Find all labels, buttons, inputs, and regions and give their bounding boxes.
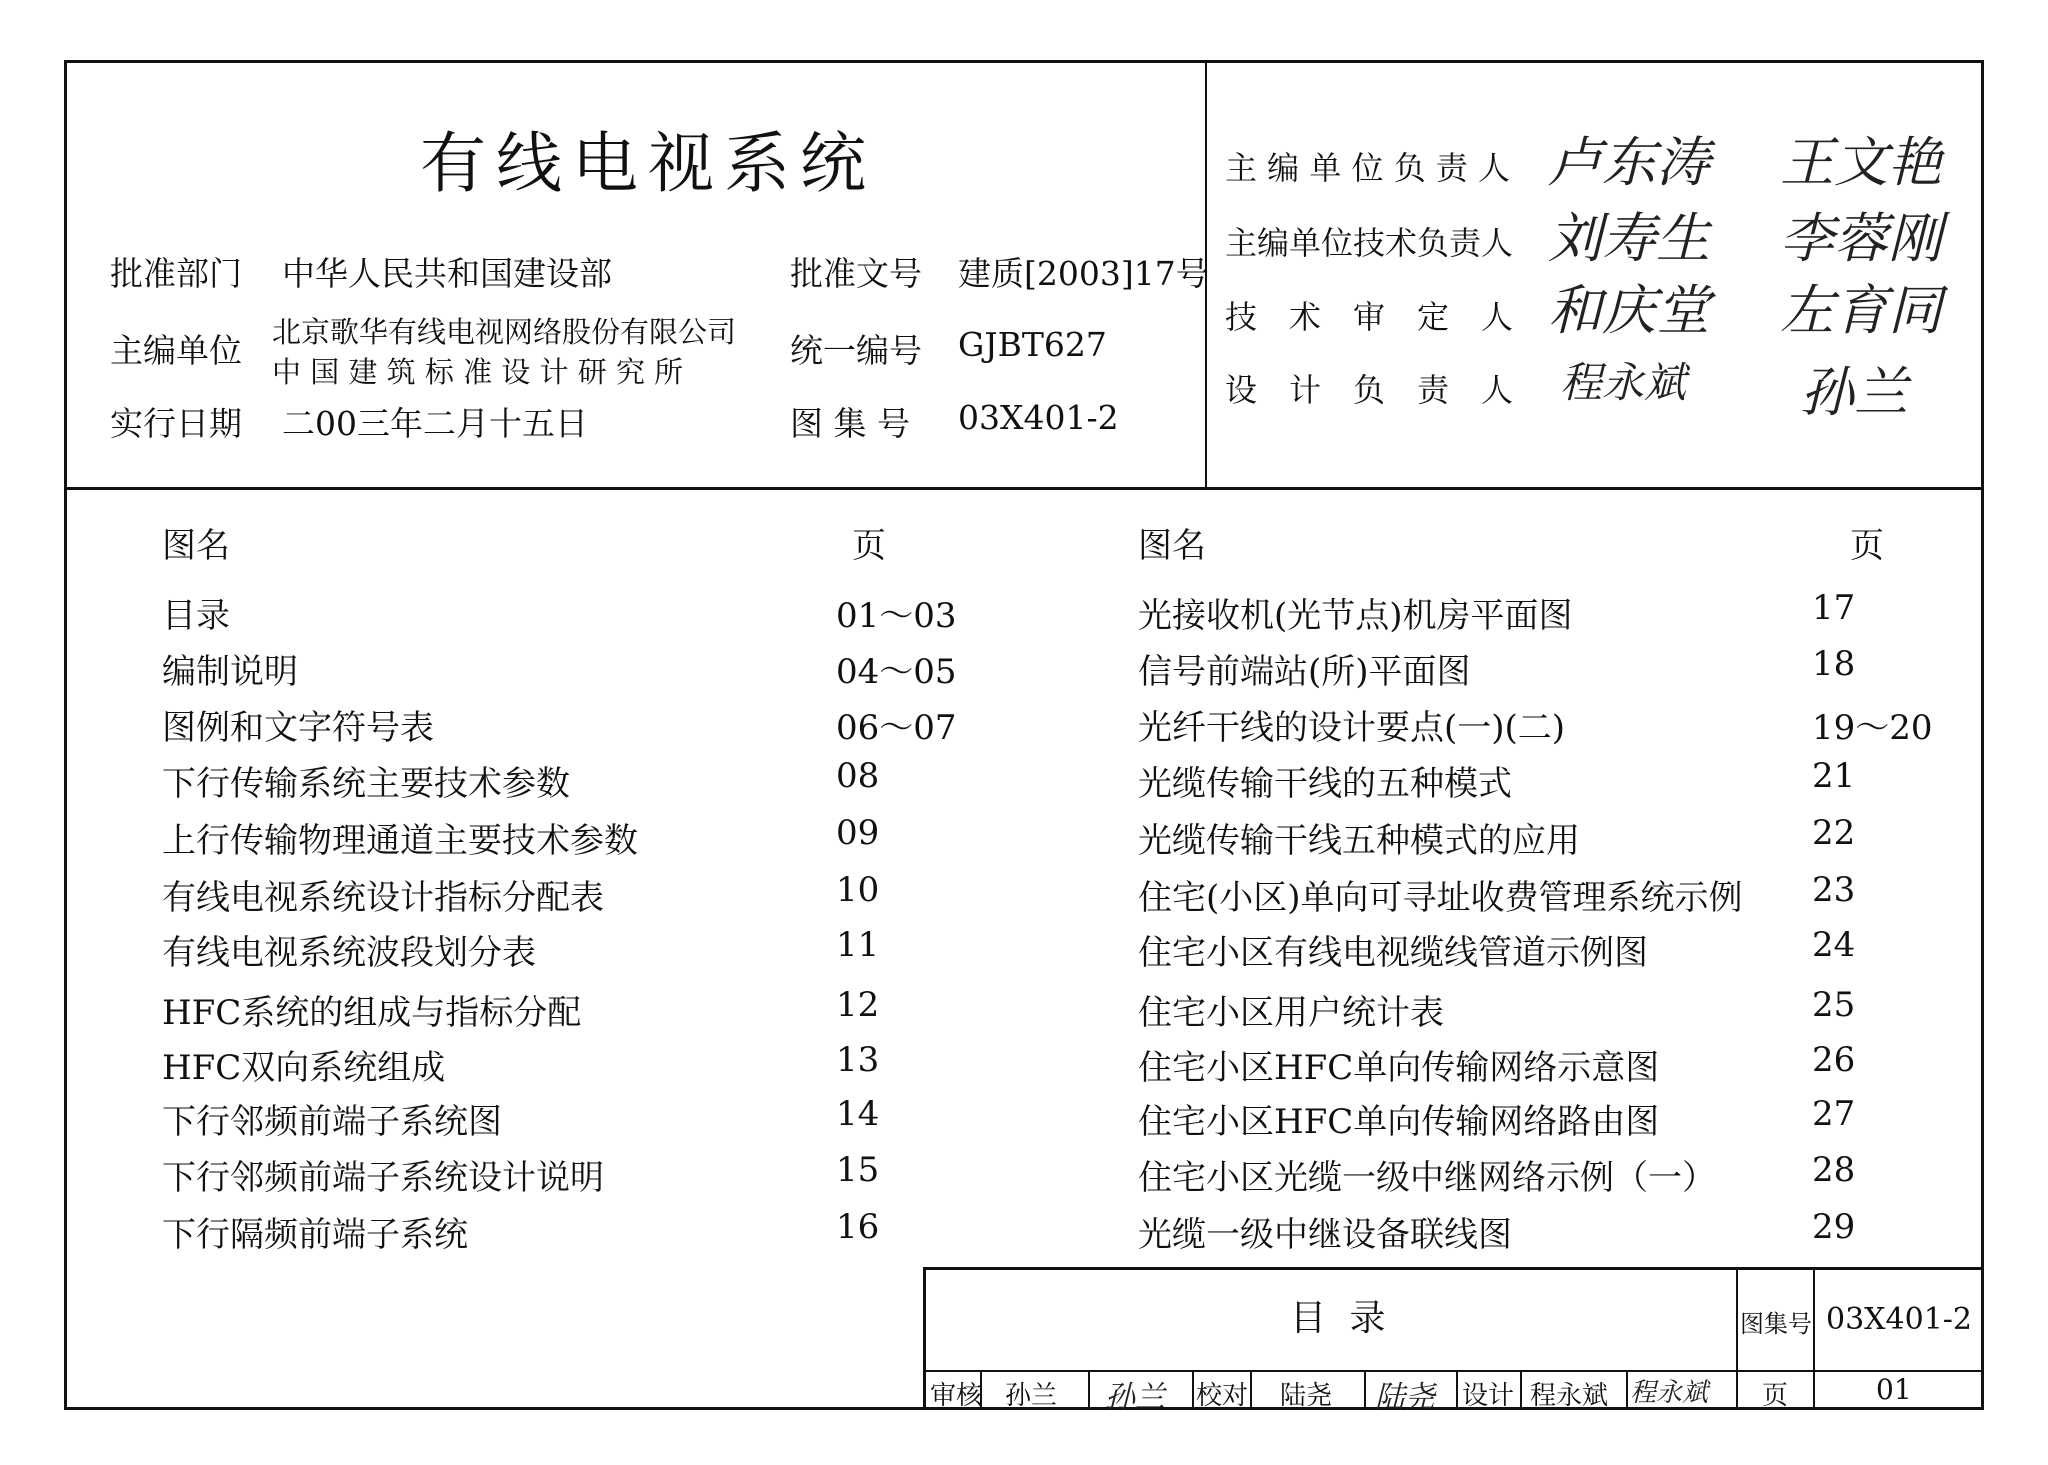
toc-entry-name: 住宅小区光缆一级中继网络示例（一） — [1138, 1158, 1716, 1198]
toc-entry-name: 住宅小区用户统计表 — [1138, 993, 1444, 1033]
signature: 王文艳 — [1780, 131, 1942, 194]
impl-date-value: 二00三年二月十五日 — [282, 404, 588, 443]
title-block-atlas-divider — [1736, 1267, 1738, 1410]
toc-entry-page: 17 — [1812, 588, 1856, 628]
approval-doc-value: 建质[2003]17号 — [958, 254, 1209, 293]
title-block-cell-divider — [1088, 1370, 1090, 1410]
toc-entry-page: 27 — [1812, 1094, 1856, 1134]
check-name: 陆尧 — [1280, 1381, 1333, 1411]
toc-entry-page: 28 — [1812, 1150, 1856, 1190]
toc-entry-name: 住宅小区HFC单向传输网络路由图 — [1138, 1102, 1660, 1142]
toc-entry-page: 18 — [1812, 644, 1856, 684]
signature: 李蓉刚 — [1780, 207, 1942, 270]
unified-no-value: GJBT627 — [958, 325, 1107, 364]
toc-entry-page: 25 — [1812, 985, 1856, 1025]
signature: 孙兰 — [1800, 361, 1908, 424]
review-signature: 孙兰 — [1105, 1380, 1165, 1415]
toc-entry-page: 22 — [1812, 813, 1856, 853]
title-block-top-line — [923, 1267, 1984, 1270]
toc-right-name-header: 图名 — [1138, 526, 1206, 566]
signature: 刘寿生 — [1548, 207, 1710, 270]
toc-entry-page: 11 — [836, 925, 880, 965]
signature: 左育同 — [1780, 279, 1942, 342]
approval-dept-label: 批准部门 — [110, 254, 242, 293]
toc-entry-page: 12 — [836, 985, 880, 1025]
design-name: 程永斌 — [1530, 1381, 1609, 1411]
title-block-drawing-title: 目 录 — [1290, 1298, 1392, 1339]
toc-entry-name: 住宅(小区)单向可寻址收费管理系统示例 — [1138, 878, 1743, 918]
header-divider — [64, 487, 1984, 490]
title-block-cell-divider — [1626, 1370, 1628, 1410]
editor-unit-line1: 北京歌华有线电视网络股份有限公司 — [272, 315, 737, 349]
design-signature: 程永斌 — [1630, 1378, 1709, 1408]
toc-entry-name: HFC系统的组成与指标分配 — [162, 993, 582, 1033]
approval-dept-value: 中华人民共和国建设部 — [282, 254, 612, 293]
toc-entry-page: 09 — [836, 813, 880, 853]
title-block-cell-divider — [1250, 1370, 1252, 1410]
toc-entry-name: 上行传输物理通道主要技术参数 — [162, 821, 638, 861]
toc-entry-page: 13 — [836, 1040, 880, 1080]
toc-entry-name: 下行邻频前端子系统图 — [162, 1102, 502, 1142]
toc-entry-name: 有线电视系统波段划分表 — [162, 933, 536, 973]
toc-entry-name: 光缆传输干线的五种模式 — [1138, 764, 1512, 804]
toc-entry-name: 下行传输系统主要技术参数 — [162, 764, 570, 804]
toc-entry-name: 光缆一级中继设备联线图 — [1138, 1215, 1512, 1255]
toc-entry-page: 06～07 — [836, 708, 957, 748]
design-label: 设计 — [1462, 1381, 1515, 1411]
toc-entry-name: 光接收机(光节点)机房平面图 — [1138, 596, 1573, 636]
review-name: 孙兰 — [1005, 1381, 1058, 1411]
toc-entry-name: HFC双向系统组成 — [162, 1048, 446, 1088]
toc-entry-name: 信号前端站(所)平面图 — [1138, 652, 1471, 692]
review-label: 审核 — [930, 1381, 983, 1411]
toc-entry-name: 编制说明 — [162, 652, 298, 692]
title-block-cell-divider — [1364, 1370, 1366, 1410]
title-block-atlas-value: 03X401-2 — [1826, 1302, 1973, 1337]
toc-entry-page: 16 — [836, 1207, 880, 1247]
toc-entry-page: 23 — [1812, 870, 1856, 910]
title-block-cell-divider — [1456, 1370, 1458, 1410]
toc-entry-page: 14 — [836, 1094, 880, 1134]
responsible-role: 设 计 负 责 人 — [1225, 371, 1514, 409]
toc-entry-name: 下行隔频前端子系统 — [162, 1215, 468, 1255]
toc-entry-page: 15 — [836, 1150, 880, 1190]
page-label: 页 — [1762, 1381, 1789, 1411]
impl-date-label: 实行日期 — [110, 404, 242, 443]
toc-right-page-header: 页 — [1850, 526, 1884, 566]
toc-entry-page: 04～05 — [836, 652, 957, 692]
toc-entry-name: 目录 — [162, 596, 230, 636]
atlas-no-value: 03X401-2 — [958, 398, 1119, 437]
toc-entry-page: 01～03 — [836, 596, 957, 636]
toc-entry-page: 10 — [836, 870, 880, 910]
toc-left-name-header: 图名 — [162, 526, 230, 566]
document-title: 有线电视系统 — [420, 125, 876, 202]
toc-entry-page: 26 — [1812, 1040, 1856, 1080]
title-block-cell-divider — [1192, 1370, 1194, 1410]
approval-doc-label: 批准文号 — [790, 254, 922, 293]
toc-left-page-header: 页 — [852, 526, 886, 566]
page-value: 01 — [1876, 1373, 1912, 1406]
title-block-atlas-label: 图集号 — [1740, 1310, 1812, 1338]
toc-entry-name: 有线电视系统设计指标分配表 — [162, 878, 604, 918]
atlas-no-label: 图 集 号 — [790, 404, 910, 443]
toc-entry-name: 光缆传输干线五种模式的应用 — [1138, 821, 1580, 861]
editor-unit-line2: 中 国 建 筑 标 准 设 计 研 究 所 — [272, 355, 684, 389]
title-block-left-line — [923, 1267, 926, 1410]
toc-entry-page: 08 — [836, 756, 880, 796]
title-block-atlas-value-divider — [1813, 1267, 1815, 1410]
title-block-cell-divider — [1520, 1370, 1522, 1410]
unified-no-label: 统一编号 — [790, 331, 922, 370]
toc-entry-page: 19～20 — [1812, 708, 1933, 748]
toc-entry-page: 21 — [1812, 756, 1856, 796]
responsible-role: 技 术 审 定 人 — [1225, 298, 1514, 336]
toc-entry-page: 24 — [1812, 925, 1856, 965]
signature: 和庆堂 — [1548, 279, 1710, 342]
toc-entry-name: 光纤干线的设计要点(一)(二) — [1138, 708, 1566, 748]
check-label: 校对 — [1196, 1381, 1249, 1411]
toc-entry-name: 图例和文字符号表 — [162, 708, 434, 748]
editor-unit-label: 主编单位 — [110, 331, 242, 370]
signature: 程永斌 — [1560, 358, 1687, 407]
toc-entry-name: 住宅小区HFC单向传输网络示意图 — [1138, 1048, 1660, 1088]
toc-entry-name: 下行邻频前端子系统设计说明 — [162, 1158, 604, 1198]
signature: 卢东涛 — [1548, 131, 1710, 194]
title-block-mid-line — [923, 1370, 1984, 1372]
check-signature: 陆尧 — [1375, 1380, 1435, 1415]
responsible-role: 主 编 单 位 负 责 人 — [1225, 149, 1511, 187]
responsible-role: 主编单位技术负责人 — [1225, 224, 1514, 262]
toc-entry-page: 29 — [1812, 1207, 1856, 1247]
toc-entry-name: 住宅小区有线电视缆线管道示例图 — [1138, 933, 1648, 973]
